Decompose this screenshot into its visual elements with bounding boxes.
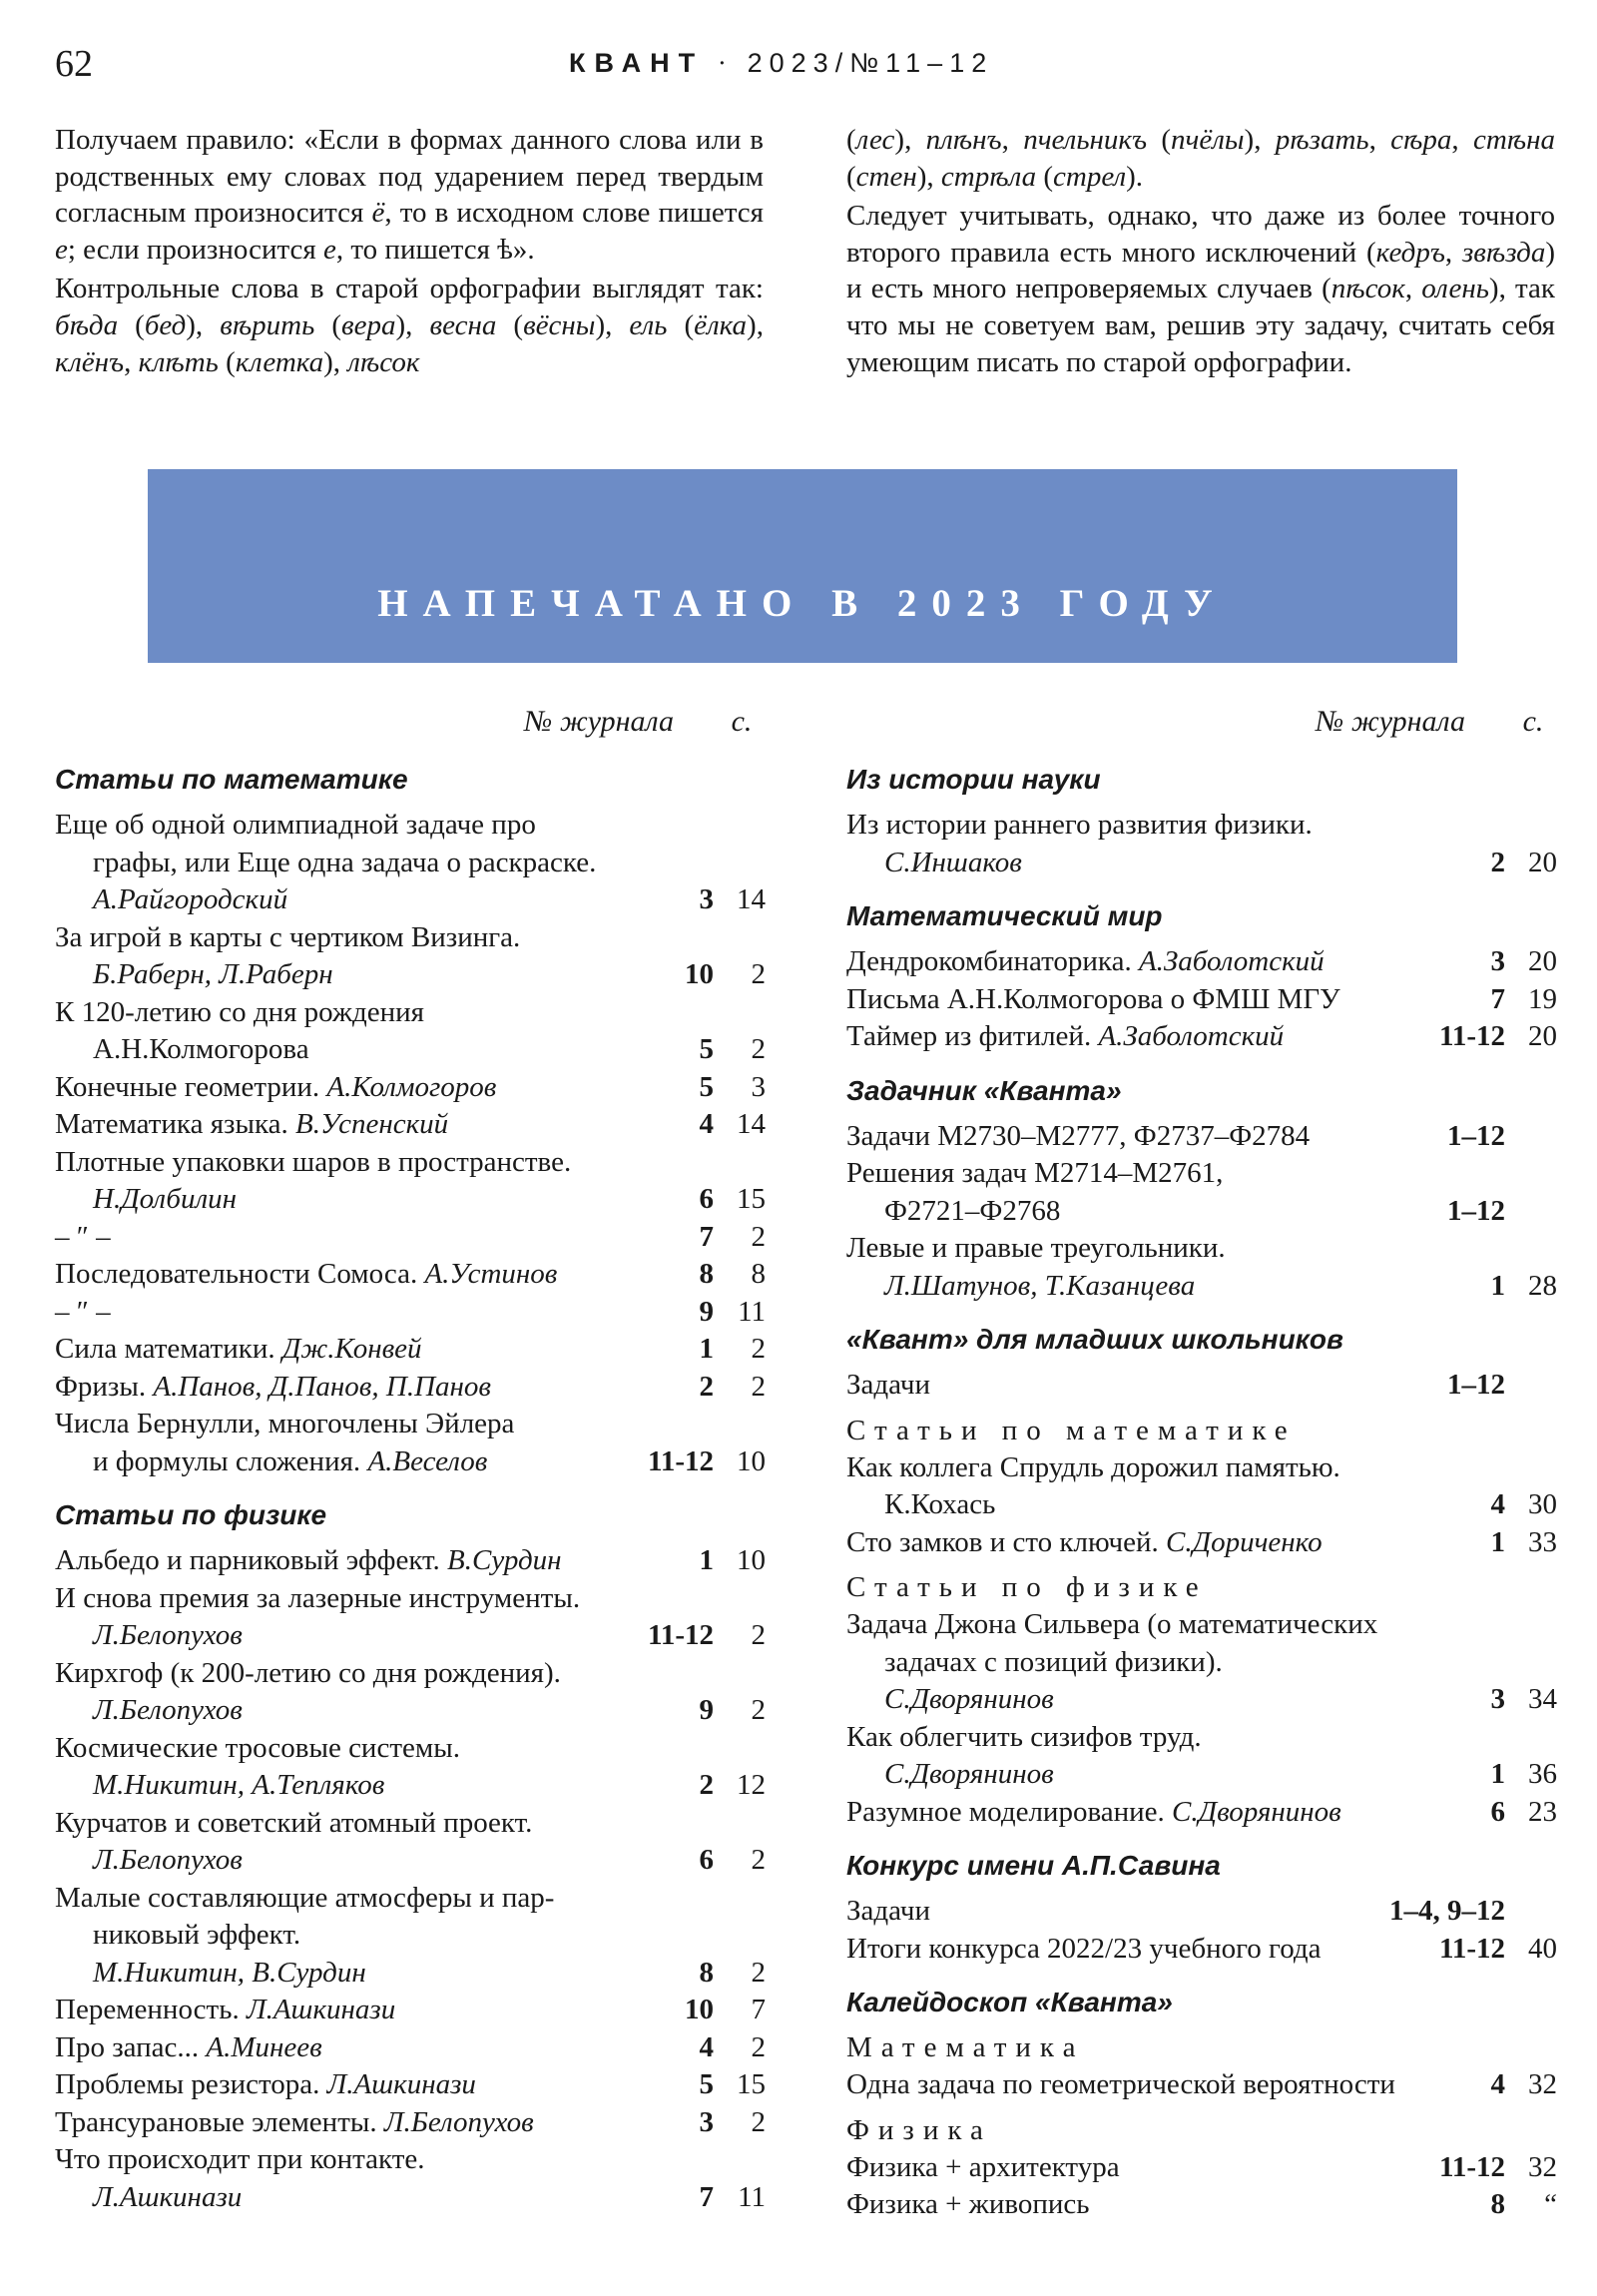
index-entry — [846, 2186, 1561, 2224]
index-entry — [846, 807, 1561, 881]
entry-issue-number: 4 — [1490, 2068, 1505, 2100]
entry-page-number: 34 — [1528, 1683, 1557, 1715]
entry-title-line: Н.Долбилин — [93, 1183, 238, 1215]
column-header-page: с. — [731, 705, 753, 738]
index-entry — [55, 1580, 770, 1655]
index-entry — [55, 1805, 770, 1880]
entry-title-line: Одна задача по геометрической вероятности — [846, 2068, 1395, 2100]
entry-page-number: 3 — [751, 1070, 766, 1103]
subsection-heading: Физика — [846, 2113, 992, 2146]
entry-page-number: 19 — [1528, 982, 1557, 1015]
entry-title-line: Таймер из фитилей. А.Заболотский — [846, 1020, 1285, 1052]
entry-title-line: Трансурановые элементы. Л.Белопухов — [55, 2105, 534, 2138]
entry-title-line: Еще об одной олимпиадной задаче про — [55, 809, 536, 841]
entry-title-line: Кирхгоф (к 200-летию со дня рождения). — [55, 1656, 561, 1689]
entry-page-number: 2 — [751, 958, 766, 990]
header-separator: · — [717, 48, 734, 78]
entry-issue-number: 1 — [1490, 1525, 1505, 1558]
column-header-page: с. — [1522, 705, 1544, 738]
entry-issue-number: 6 — [699, 1183, 714, 1215]
entry-page-number: 10 — [737, 1444, 766, 1477]
entry-issue-number: 11-12 — [647, 1619, 714, 1651]
index-entry — [846, 981, 1561, 1019]
entry-issue-number: 11-12 — [647, 1444, 714, 1477]
index-entry — [846, 1118, 1561, 1156]
entry-page-number: 20 — [1528, 1020, 1557, 1052]
entry-title-line: графы, или Еще одна задача о раскраске. — [93, 846, 597, 878]
entry-page-number: 8 — [751, 1258, 766, 1290]
subsection-heading: Статьи по математике — [846, 1414, 1297, 1446]
entry-page-number: 11 — [738, 1295, 766, 1328]
index-entry — [55, 2029, 770, 2067]
entry-title-line: Задачи М2730–М2777, Ф2737–Ф2784 — [846, 1119, 1311, 1152]
entry-page-number: 14 — [737, 1108, 766, 1140]
entry-issue-number: 2 — [1490, 846, 1505, 878]
entry-page-number: 23 — [1528, 1795, 1557, 1828]
index-entry — [55, 1294, 770, 1332]
entry-issue-number: 8 — [699, 1956, 714, 1989]
entry-title-line: Сила математики. Дж.Конвей — [55, 1333, 422, 1365]
subsection-heading: Статьи по физике — [846, 1571, 1208, 1603]
entry-issue-number: 7 — [699, 2180, 714, 2213]
entry-title-line: Про запас... А.Минеев — [55, 2030, 322, 2063]
entry-issue-number: 4 — [699, 2030, 714, 2063]
entry-issue-number: 3 — [699, 2105, 714, 2138]
entry-issue-number: 1 — [699, 1333, 714, 1365]
entry-page-number: 15 — [737, 2068, 766, 2100]
entry-page-number: 2 — [751, 1033, 766, 1065]
index-entry — [55, 1880, 770, 1993]
entry-title-line: Математика языка. В.Успенский — [55, 1108, 449, 1140]
section-heading: Статьи по математике — [55, 764, 408, 795]
entry-title-line: Как коллега Спрудль дорожил памятью. — [846, 1450, 1340, 1483]
entry-issue-number: 11-12 — [1438, 2150, 1505, 2183]
entry-issue-number: 7 — [1490, 982, 1505, 1015]
entry-issue-number: 3 — [1490, 1683, 1505, 1715]
page-number: 62 — [55, 43, 93, 85]
index-entry — [55, 1992, 770, 2029]
section-heading: Задачник «Кванта» — [846, 1074, 1122, 1106]
entry-issue-number: 8 — [1490, 2188, 1505, 2220]
entry-issue-number: 1 — [1490, 1758, 1505, 1790]
entry-title-line: – ″ – — [55, 1295, 111, 1328]
index-entry — [55, 1144, 770, 1219]
entry-page-number: 2 — [751, 1844, 766, 1876]
index-entry — [55, 807, 770, 919]
index-left-column — [55, 705, 770, 2216]
entry-title-line: Л.Шатунов, Т.Казанцева — [884, 1269, 1196, 1302]
index-entry — [846, 943, 1561, 981]
entry-title-line: К.Кохась — [884, 1488, 996, 1520]
index-entry — [846, 1018, 1561, 1056]
entry-title-line: Числа Бернулли, многочлены Эйлера — [55, 1408, 515, 1439]
entry-page-number: 2 — [751, 1694, 766, 1726]
entry-issue-number: 7 — [699, 1220, 714, 1253]
entry-issue-number: 5 — [699, 1070, 714, 1103]
index-entry — [55, 2141, 770, 2216]
entry-page-number: 14 — [737, 883, 766, 915]
entry-title-line: С.Дворянинов — [884, 1758, 1054, 1790]
entry-title-line: Письма А.Н.Колмогорова о ФМШ МГУ — [846, 982, 1340, 1015]
entry-title-line: М.Никитин, А.Тепляков — [93, 1769, 385, 1801]
entry-title-line: Фризы. А.Панов, Д.Панов, П.Панов — [55, 1370, 491, 1403]
index-entry — [846, 1155, 1561, 1230]
entry-title-line: Из истории раннего развития физики. — [846, 809, 1313, 841]
entry-title-line: Л.Ашкинази — [93, 2180, 243, 2213]
entry-page-number: 20 — [1528, 846, 1557, 878]
index-entry — [55, 1369, 770, 1407]
entry-issue-number: 5 — [699, 2068, 714, 2100]
entry-issue-number: 11-12 — [1438, 1932, 1505, 1965]
entry-page-number: 32 — [1528, 2150, 1557, 2183]
index-entry — [55, 2066, 770, 2104]
index-entry — [55, 1406, 770, 1480]
entry-issue-number: 11-12 — [1438, 1020, 1505, 1052]
entry-issue-number: 4 — [699, 1108, 714, 1140]
prose-paragraph: Следует учитывать, однако, что даже из более точного второго правила есть много исключений (кедръ, звѣзда) и есть много непроверяемых случаев (пѣсок, олень), так что мы не советуем вам, решив эту задачу, считать себя умеющим писать по старой орфографии. — [846, 200, 1555, 378]
section-heading: Из истории науки — [846, 764, 1101, 795]
entry-title-line: никовый эффект. — [93, 1919, 301, 1951]
index-entry — [846, 1230, 1561, 1305]
entry-title-line: И снова премия за лазерные инструменты. — [55, 1581, 581, 1614]
index-entry — [55, 2104, 770, 2142]
index-right-column — [846, 705, 1561, 2224]
issue-label: 2023/№11–12 — [747, 48, 994, 78]
entry-title-line: Задачи — [846, 1369, 930, 1401]
entry-issue-number: 1–12 — [1447, 1119, 1505, 1152]
entry-title-line: Итоги конкурса 2022/23 учебного года — [846, 1932, 1322, 1965]
entry-page-number: 28 — [1528, 1269, 1557, 1302]
section-heading: Математический мир — [846, 900, 1163, 931]
section-heading: Конкурс имени А.П.Савина — [846, 1850, 1221, 1881]
entry-issue-number: 1–12 — [1447, 1194, 1505, 1227]
entry-issue-number: 5 — [699, 1033, 714, 1065]
section-banner — [148, 469, 1457, 663]
entry-page-number: 2 — [751, 2030, 766, 2063]
section-heading: Калейдоскоп «Кванта» — [846, 1987, 1173, 2017]
prose-paragraph: Получаем правило: «Если в формах данного слова или в родственных ему словах под ударением перед твердым согласным произносится ё, то в исходном слове пишется е; если произносится е, то пишется ѣ». — [55, 124, 765, 266]
index-entry — [55, 994, 770, 1069]
entry-title-line: Задача Джона Сильвера (о математических — [846, 1608, 1378, 1640]
entry-issue-number: 6 — [699, 1844, 714, 1876]
section-heading: Статьи по физике — [55, 1499, 327, 1530]
index-entry — [846, 1449, 1561, 1524]
entry-page-number: 30 — [1528, 1488, 1557, 1520]
entry-issue-number: 9 — [699, 1694, 714, 1726]
index-entry — [846, 1606, 1561, 1719]
index-entry — [55, 919, 770, 994]
banner-title: НАПЕЧАТАНО В 2023 ГОДУ — [377, 582, 1228, 625]
entry-page-number: 2 — [751, 2105, 766, 2138]
index-entry — [55, 1730, 770, 1805]
entry-title-line: А.Райгородский — [93, 883, 288, 915]
entry-title-line: Курчатов и советский атомный проект. — [55, 1806, 533, 1839]
entry-issue-number: 3 — [699, 883, 714, 915]
entry-page-number: 10 — [737, 1544, 766, 1576]
column-header-issue: № журнала — [1316, 705, 1465, 738]
column-header — [846, 705, 1561, 753]
index-entry — [55, 1542, 770, 1580]
index-entry — [846, 1367, 1561, 1405]
index-entry — [55, 1106, 770, 1144]
entry-title-line: Ф2721–Ф2768 — [884, 1194, 1061, 1227]
entry-issue-number: 3 — [1490, 945, 1505, 977]
entry-title-line: Физика + архитектура — [846, 2150, 1120, 2183]
entry-page-number: 20 — [1528, 945, 1557, 977]
entry-issue-number: 10 — [685, 1994, 714, 2025]
index-entry — [846, 2149, 1561, 2187]
entry-title-line: Конечные геометрии. А.Колмогоров — [55, 1070, 497, 1103]
prose-paragraph: Контрольные слова в старой орфографии выглядят так: бѣда (бед), вѣрить (вера), весна (вёсны), ель (ёлка), клёнъ, клѣть (клетка), лѣсок — [55, 273, 764, 378]
prose-right-column — [846, 122, 1555, 380]
entry-title-line: Переменность. Л.Ашкинази — [55, 1994, 396, 2025]
subsection-heading: Математика — [846, 2031, 1085, 2063]
entry-title-line: Дендрокомбинаторика. А.Заболотский — [846, 945, 1325, 977]
section-heading: «Квант» для младших школьников — [846, 1324, 1343, 1355]
entry-page-number: 2 — [751, 1370, 766, 1403]
entry-page-number: 33 — [1528, 1525, 1557, 1558]
entry-page-number: “ — [1544, 2188, 1557, 2220]
entry-title-line: Космические тросовые системы. — [55, 1731, 460, 1764]
entry-title-line: – ″ – — [55, 1220, 111, 1253]
entry-title-line: К 120-летию со дня рождения — [55, 995, 425, 1028]
entry-title-line: Л.Белопухов — [93, 1694, 243, 1726]
entry-issue-number: 6 — [1490, 1795, 1505, 1828]
entry-title-line: Л.Белопухов — [93, 1844, 243, 1876]
prose-left-column — [55, 122, 764, 380]
entry-issue-number: 2 — [699, 1769, 714, 1801]
index-entry — [55, 1256, 770, 1294]
entry-page-number: 2 — [751, 1619, 766, 1651]
entry-title-line: Разумное моделирование. С.Дворянинов — [846, 1795, 1341, 1828]
entry-title-line: Физика + живопись — [846, 2188, 1090, 2220]
index-entries-right — [846, 763, 1561, 2224]
entry-issue-number: 10 — [685, 958, 714, 990]
entry-page-number: 7 — [751, 1994, 766, 2025]
entry-title-line: Левые и правые треугольники. — [846, 1232, 1226, 1264]
entry-title-line: За игрой в карты с чертиком Визинга. — [55, 920, 521, 953]
index-entry — [55, 1069, 770, 1107]
entry-title-line: Как облегчить сизифов труд. — [846, 1720, 1202, 1753]
entry-page-number: 36 — [1528, 1758, 1557, 1790]
entry-page-number: 2 — [751, 1333, 766, 1365]
entry-issue-number: 1 — [699, 1544, 714, 1576]
entry-page-number: 2 — [751, 1220, 766, 1253]
entry-page-number: 11 — [738, 2180, 766, 2213]
entry-title-line: Плотные упаковки шаров в пространстве. — [55, 1145, 572, 1178]
entry-issue-number: 1 — [1490, 1269, 1505, 1302]
entry-page-number: 2 — [751, 1956, 766, 1989]
index-entries-left — [55, 763, 770, 2216]
entry-title-line: Л.Белопухов — [93, 1619, 243, 1651]
entry-issue-number: 1–12 — [1447, 1369, 1505, 1401]
entry-page-number: 40 — [1528, 1932, 1557, 1965]
entry-issue-number: 1–4, 9–12 — [1389, 1895, 1505, 1927]
entry-issue-number: 9 — [699, 1295, 714, 1328]
index-entry — [846, 1719, 1561, 1794]
index-entry — [846, 2066, 1561, 2104]
entry-title-line: С.Дворянинов — [884, 1683, 1054, 1715]
entry-page-number: 15 — [737, 1183, 766, 1215]
entry-title-line: и формулы сложения. А.Веселов — [93, 1444, 488, 1477]
entry-title-line: М.Никитин, В.Сурдин — [93, 1956, 366, 1989]
index-entry — [55, 1219, 770, 1257]
entry-issue-number: 4 — [1490, 1488, 1505, 1520]
index-entry — [55, 1331, 770, 1369]
column-header — [55, 705, 770, 753]
entry-title-line: Задачи — [846, 1895, 930, 1927]
entry-title-line: Сто замков и сто ключей. С.Дориченко — [846, 1525, 1323, 1558]
running-head — [569, 48, 993, 79]
entry-title-line: Что происходит при контакте. — [55, 2143, 425, 2175]
entry-issue-number: 8 — [699, 1258, 714, 1290]
entry-title-line: Последовательности Сомоса. А.Устинов — [55, 1258, 558, 1290]
entry-title-line: Решения задач М2714–М2761, — [846, 1157, 1224, 1189]
entry-title-line: Малые составляющие атмосферы и пар- — [55, 1881, 555, 1914]
entry-title-line: С.Иншаков — [884, 846, 1022, 878]
index-entry — [846, 1794, 1561, 1832]
entry-title-line: Б.Раберн, Л.Раберн — [93, 958, 333, 990]
entry-page-number: 12 — [737, 1769, 766, 1801]
index-entry — [846, 1524, 1561, 1562]
column-header-issue: № журнала — [524, 705, 674, 738]
prose-paragraph: (лес), плѣнъ, пчельникъ (пчёлы), рѣзать, сѣра, стѣна (стен), стрѣла (стрел). — [846, 124, 1556, 193]
entry-title-line: задачах с позиций физики). — [884, 1645, 1223, 1678]
index-entry — [846, 1893, 1561, 1931]
journal-title: КВАНТ — [569, 48, 705, 78]
entry-title-line: Проблемы резистора. Л.Ашкинази — [55, 2068, 476, 2100]
entry-page-number: 32 — [1528, 2068, 1557, 2100]
entry-issue-number: 2 — [699, 1370, 714, 1403]
entry-title-line: А.Н.Колмогорова — [93, 1033, 309, 1065]
index-entry — [55, 1655, 770, 1730]
entry-title-line: Альбедо и парниковый эффект. В.Сурдин — [55, 1544, 562, 1576]
index-entry — [846, 1931, 1561, 1969]
